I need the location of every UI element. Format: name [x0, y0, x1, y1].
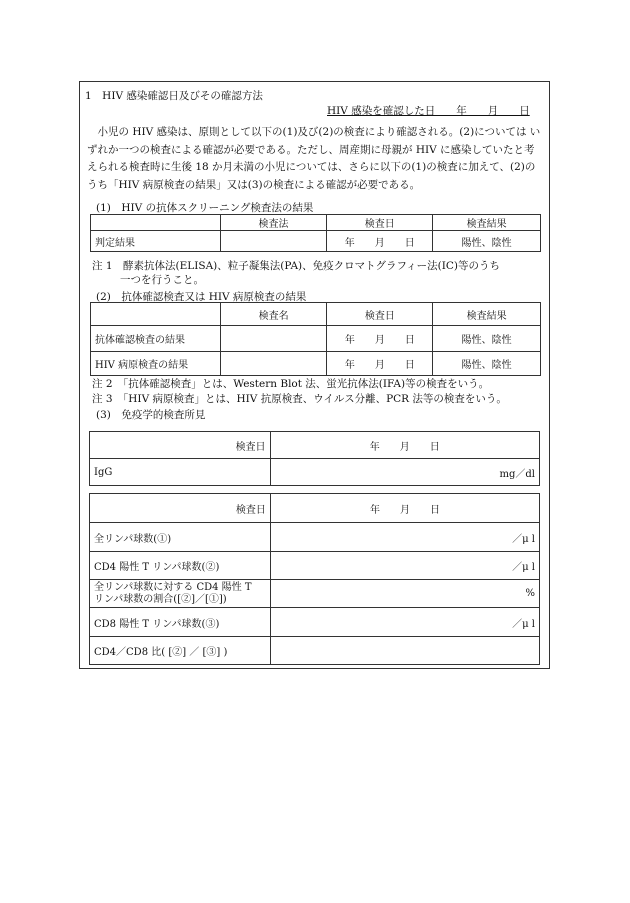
unit-cell: ／μ l [270, 552, 539, 580]
result-cell: 陽性、陰性 [433, 352, 541, 376]
unit-cell [270, 637, 539, 665]
col-header-date: 検査日 [327, 215, 433, 231]
row-label-cd8: CD8 陽性 T リンパ球数(③) [90, 608, 271, 637]
row-label-total-lymph: 全リンパ球数(①) [90, 523, 271, 552]
date-label: 検査日 [90, 432, 271, 459]
section-1-title: (1) HIV の抗体スクリーニング検査法の結果 [96, 202, 314, 214]
result-cell: 陽性、陰性 [433, 326, 541, 352]
igg-label: IgG [90, 459, 271, 486]
date-value: 年 月 日 [270, 494, 539, 523]
row-label-antibody: 抗体確認検査の結果 [91, 326, 221, 352]
igg-unit: mg／dl [270, 459, 539, 486]
intro-paragraph: 小児の HIV 感染は、原則として以下の(1)及び(2)の検査により確認される。(2)については いずれか一つの検査による確認が必要である。ただし、周産期に母親が HIV に感染していたと考えられる検査時に生後 18 か月未満の小児については、さらに以下の(1)の検査に加えて、(2)のうち「HIV 病原検査の結果」又は(3)の検査による確認が必要である。 [87, 126, 541, 191]
note-3: 注 3 「HIV 病原検査」とは、HIV 抗原検査、ウイルス分離、PCR 法等の検査をいう。 [92, 393, 507, 405]
row-label-judgement: 判定結果 [91, 231, 221, 252]
row-label-pathogen: HIV 病原検査の結果 [91, 352, 221, 376]
col-header-result: 検査結果 [433, 215, 541, 231]
col-header-result: 検査結果 [433, 303, 541, 326]
col-header-name: 検査名 [220, 303, 327, 326]
unit-cell: ／μ l [270, 523, 539, 552]
date-value: 年 月 日 [270, 432, 539, 459]
date-cell: 年 月 日 [327, 231, 433, 252]
note-1: 注 1 酵素抗体法(ELISA)、粒子凝集法(PA)、免疫クロマトグラフィー法(IC)等のうち 一つを行うこと。 [92, 260, 500, 286]
date-cell: 年 月 日 [327, 326, 433, 352]
col-header-date: 検査日 [327, 303, 433, 326]
col-header-method: 検査法 [220, 215, 327, 231]
lymphocyte-table [89, 493, 540, 665]
date-cell: 年 月 日 [327, 352, 433, 376]
result-cell: 陽性、陰性 [433, 231, 541, 252]
row-label-cd4-cd8-ratio: CD4／CD8 比( [②] ／ [③] ) [90, 637, 271, 665]
igg-table [89, 431, 540, 486]
row-label-cd4: CD4 陽性 T リンパ球数(②) [90, 552, 271, 580]
unit-cell: ／μ l [270, 608, 539, 637]
confirmation-table [90, 302, 541, 376]
confirm-date-line: HIV 感染を確認した日 年 月 日 [327, 105, 530, 117]
section-3-title: (3) 免疫学的検査所見 [96, 409, 206, 421]
unit-cell: % [270, 580, 539, 608]
note-2: 注 2 「抗体確認検査」とは、Western Blot 法、蛍光抗体法(IFA)等の検査をいう。 [92, 378, 490, 390]
row-label-cd4-ratio: 全リンパ球数に対する CD4 陽性 T リンパ球数の割合([②]／[①]) [90, 580, 271, 608]
screening-table [90, 214, 541, 252]
section-heading: 1 HIV 感染確認日及びその確認方法 [85, 90, 263, 102]
date-label: 検査日 [90, 494, 271, 523]
method-cell [220, 231, 327, 252]
section-2-title: (2) 抗体確認検査又は HIV 病原検査の結果 [96, 291, 307, 303]
